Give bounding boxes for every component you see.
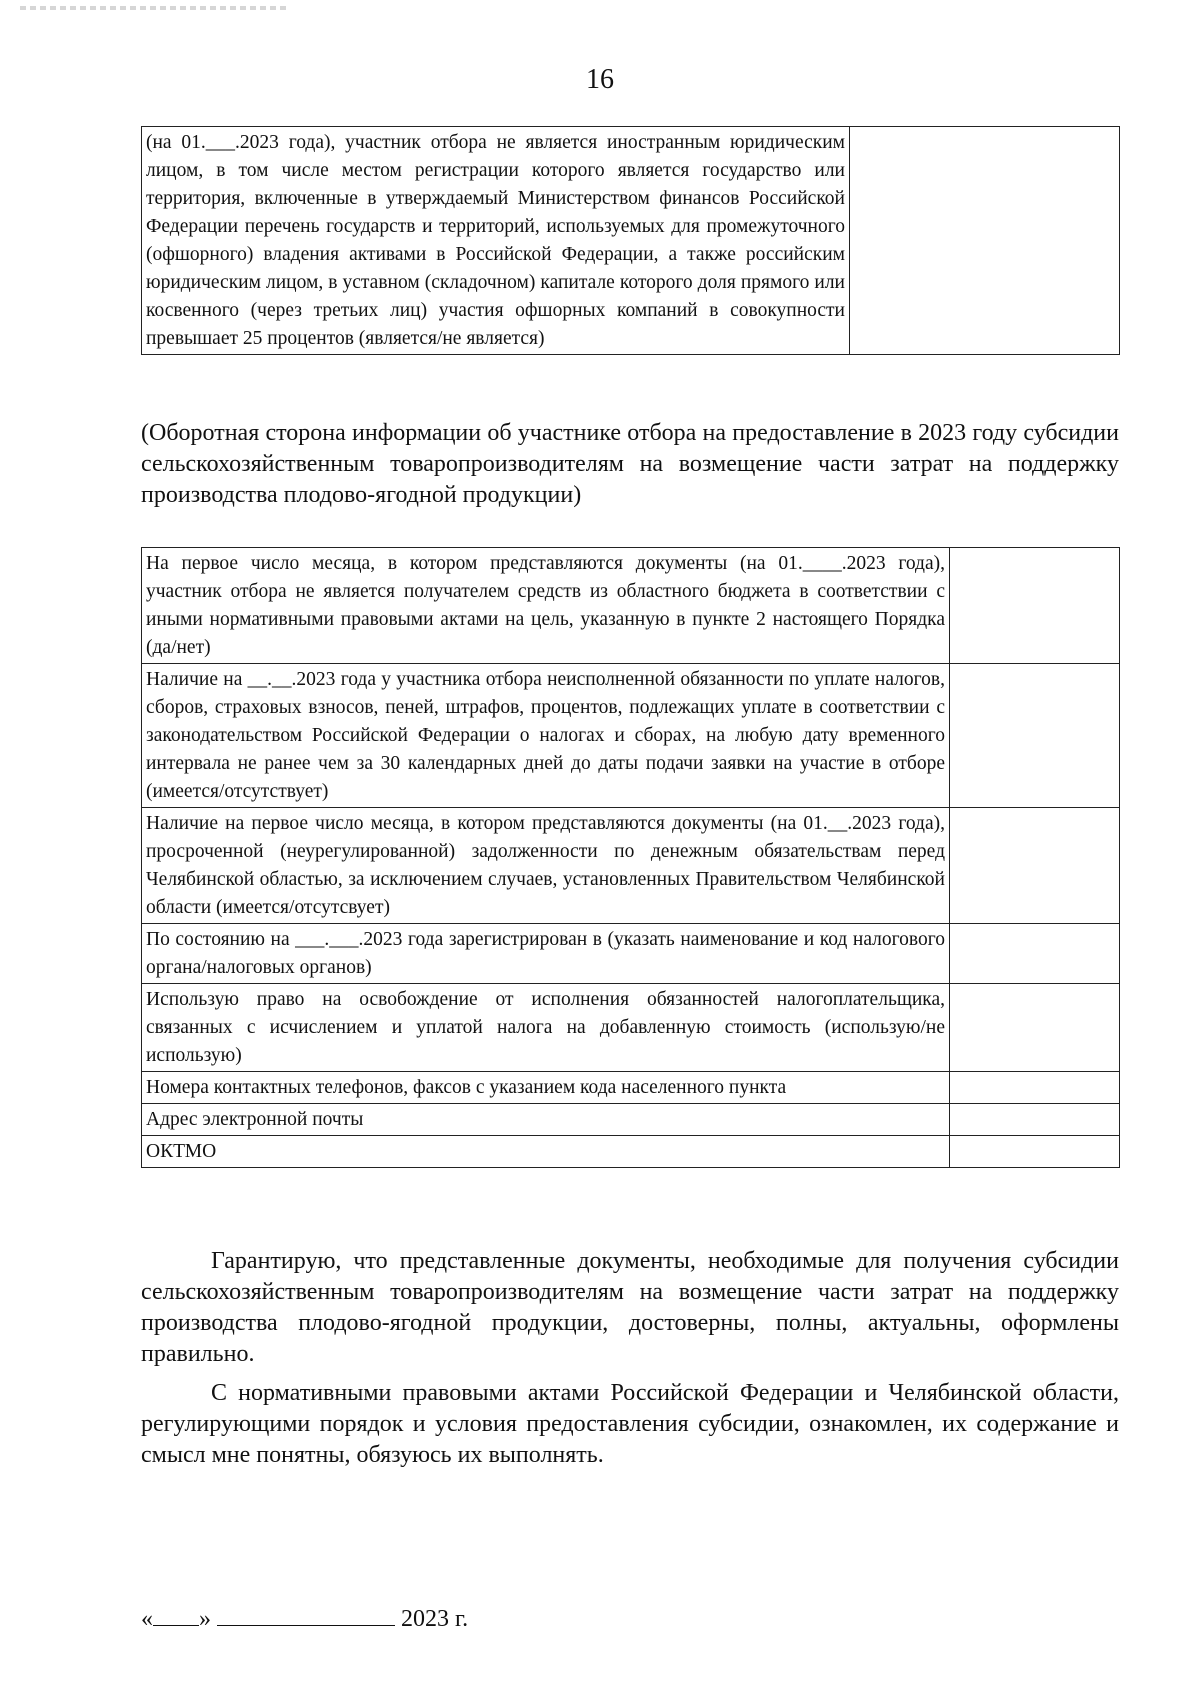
table-row [142, 1104, 1120, 1136]
close-quote: » [199, 1606, 211, 1632]
table-row [142, 808, 1120, 924]
table-row [142, 924, 1120, 984]
row-value-cell[interactable] [850, 127, 1120, 355]
row-text: Наличие на __.__.2023 года у участника отбора неисполненной обязанности по уплате налогов, сборов, страховых взносов, пеней, штрафов, процентов, подлежащих уплате в соответствии с законодательством Российской Федерации о налогах и сборах, на любую дату временного интервала не ранее чем за 30 календарных дней до даты подачи заявки на участие в отборе (имеется/отсутствует) [142, 664, 950, 808]
year-label: 2023 г. [401, 1606, 469, 1632]
row-text: Номера контактных телефонов, факсов с указанием кода населенного пункта [142, 1072, 950, 1104]
top-table [141, 126, 1120, 355]
row-text: ОКТМО [142, 1136, 950, 1168]
table-row [142, 664, 1120, 808]
open-quote: « [141, 1606, 153, 1632]
acknowledge-paragraph: С нормативными правовыми актами Российской Федерации и Челябинской области, регулирующими порядок и условия предоставления субсидии, ознакомлен, их содержание и смысл мне понятны, обязуюсь их выполнять. [141, 1380, 1119, 1468]
guarantee-paragraph: Гарантирую, что представленные документы, необходимые для получения субсидии сельскохозяйственным товаропроизводителям на возмещение части затрат на поддержку производства плодово-ягодной продукции, достоверны, полны, актуальны, оформлены правильно. [141, 1248, 1119, 1367]
row-value-cell[interactable] [950, 924, 1120, 984]
main-table [141, 547, 1120, 1168]
scan-artifact [20, 6, 290, 10]
table-caption: (Оборотная сторона информации об участнике отбора на предоставление в 2023 году субсидии сельскохозяйственным товаропроизводителям на возмещение части затрат на поддержку производства плодово-ягодной продукции) [141, 420, 1119, 508]
table-row [142, 1136, 1120, 1168]
date-line [141, 1605, 468, 1633]
table-row [142, 127, 1120, 355]
table-row [142, 984, 1120, 1072]
row-text: (на 01.___.2023 года), участник отбора не является иностранным юридическим лицом, в том числе местом регистрации которого является государство или территория, включенные в утверждаемый Министерством финансов Российской Федерации перечень государств и территорий, используемых для промежуточного (офшорного) владения активами в Российской Федерации, а также российским юридическим лицом, в уставном (складочном) капитале которого доля прямого или косвенного (через третьих лиц) участия офшорных компаний в совокупности превышает 25 процентов (является/не является) [142, 127, 850, 355]
row-value-cell[interactable] [950, 548, 1120, 664]
row-value-cell[interactable] [950, 1136, 1120, 1168]
row-value-cell[interactable] [950, 1072, 1120, 1104]
page-number: 16 [586, 64, 614, 95]
row-text: Использую право на освобождение от исполнения обязанностей налогоплательщика, связанных с исчислением и уплатой налога на добавленную стоимость (использую/не использую) [142, 984, 950, 1072]
day-blank[interactable] [153, 1605, 199, 1626]
row-value-cell[interactable] [950, 664, 1120, 808]
table-row [142, 1072, 1120, 1104]
row-text: На первое число месяца, в котором представляются документы (на 01.____.2023 года), участник отбора не является получателем средств из областного бюджета в соответствии с иными нормативными правовыми актами на цель, указанную в пункте 2 настоящего Порядка (да/нет) [142, 548, 950, 664]
row-text: Адрес электронной почты [142, 1104, 950, 1136]
row-text: По состоянию на ___.___.2023 года зарегистрирован в (указать наименование и код налогового органа/налоговых органов) [142, 924, 950, 984]
row-text: Наличие на первое число месяца, в котором представляются документы (на 01.__.2023 года), просроченной (неурегулированной) задолженности по денежным обязательствам перед Челябинской областью, за исключением случаев, установленных Правительством Челябинской области (имеется/отсутсвует) [142, 808, 950, 924]
row-value-cell[interactable] [950, 1104, 1120, 1136]
row-value-cell[interactable] [950, 984, 1120, 1072]
row-value-cell[interactable] [950, 808, 1120, 924]
table-row [142, 548, 1120, 664]
month-blank[interactable] [217, 1605, 395, 1626]
